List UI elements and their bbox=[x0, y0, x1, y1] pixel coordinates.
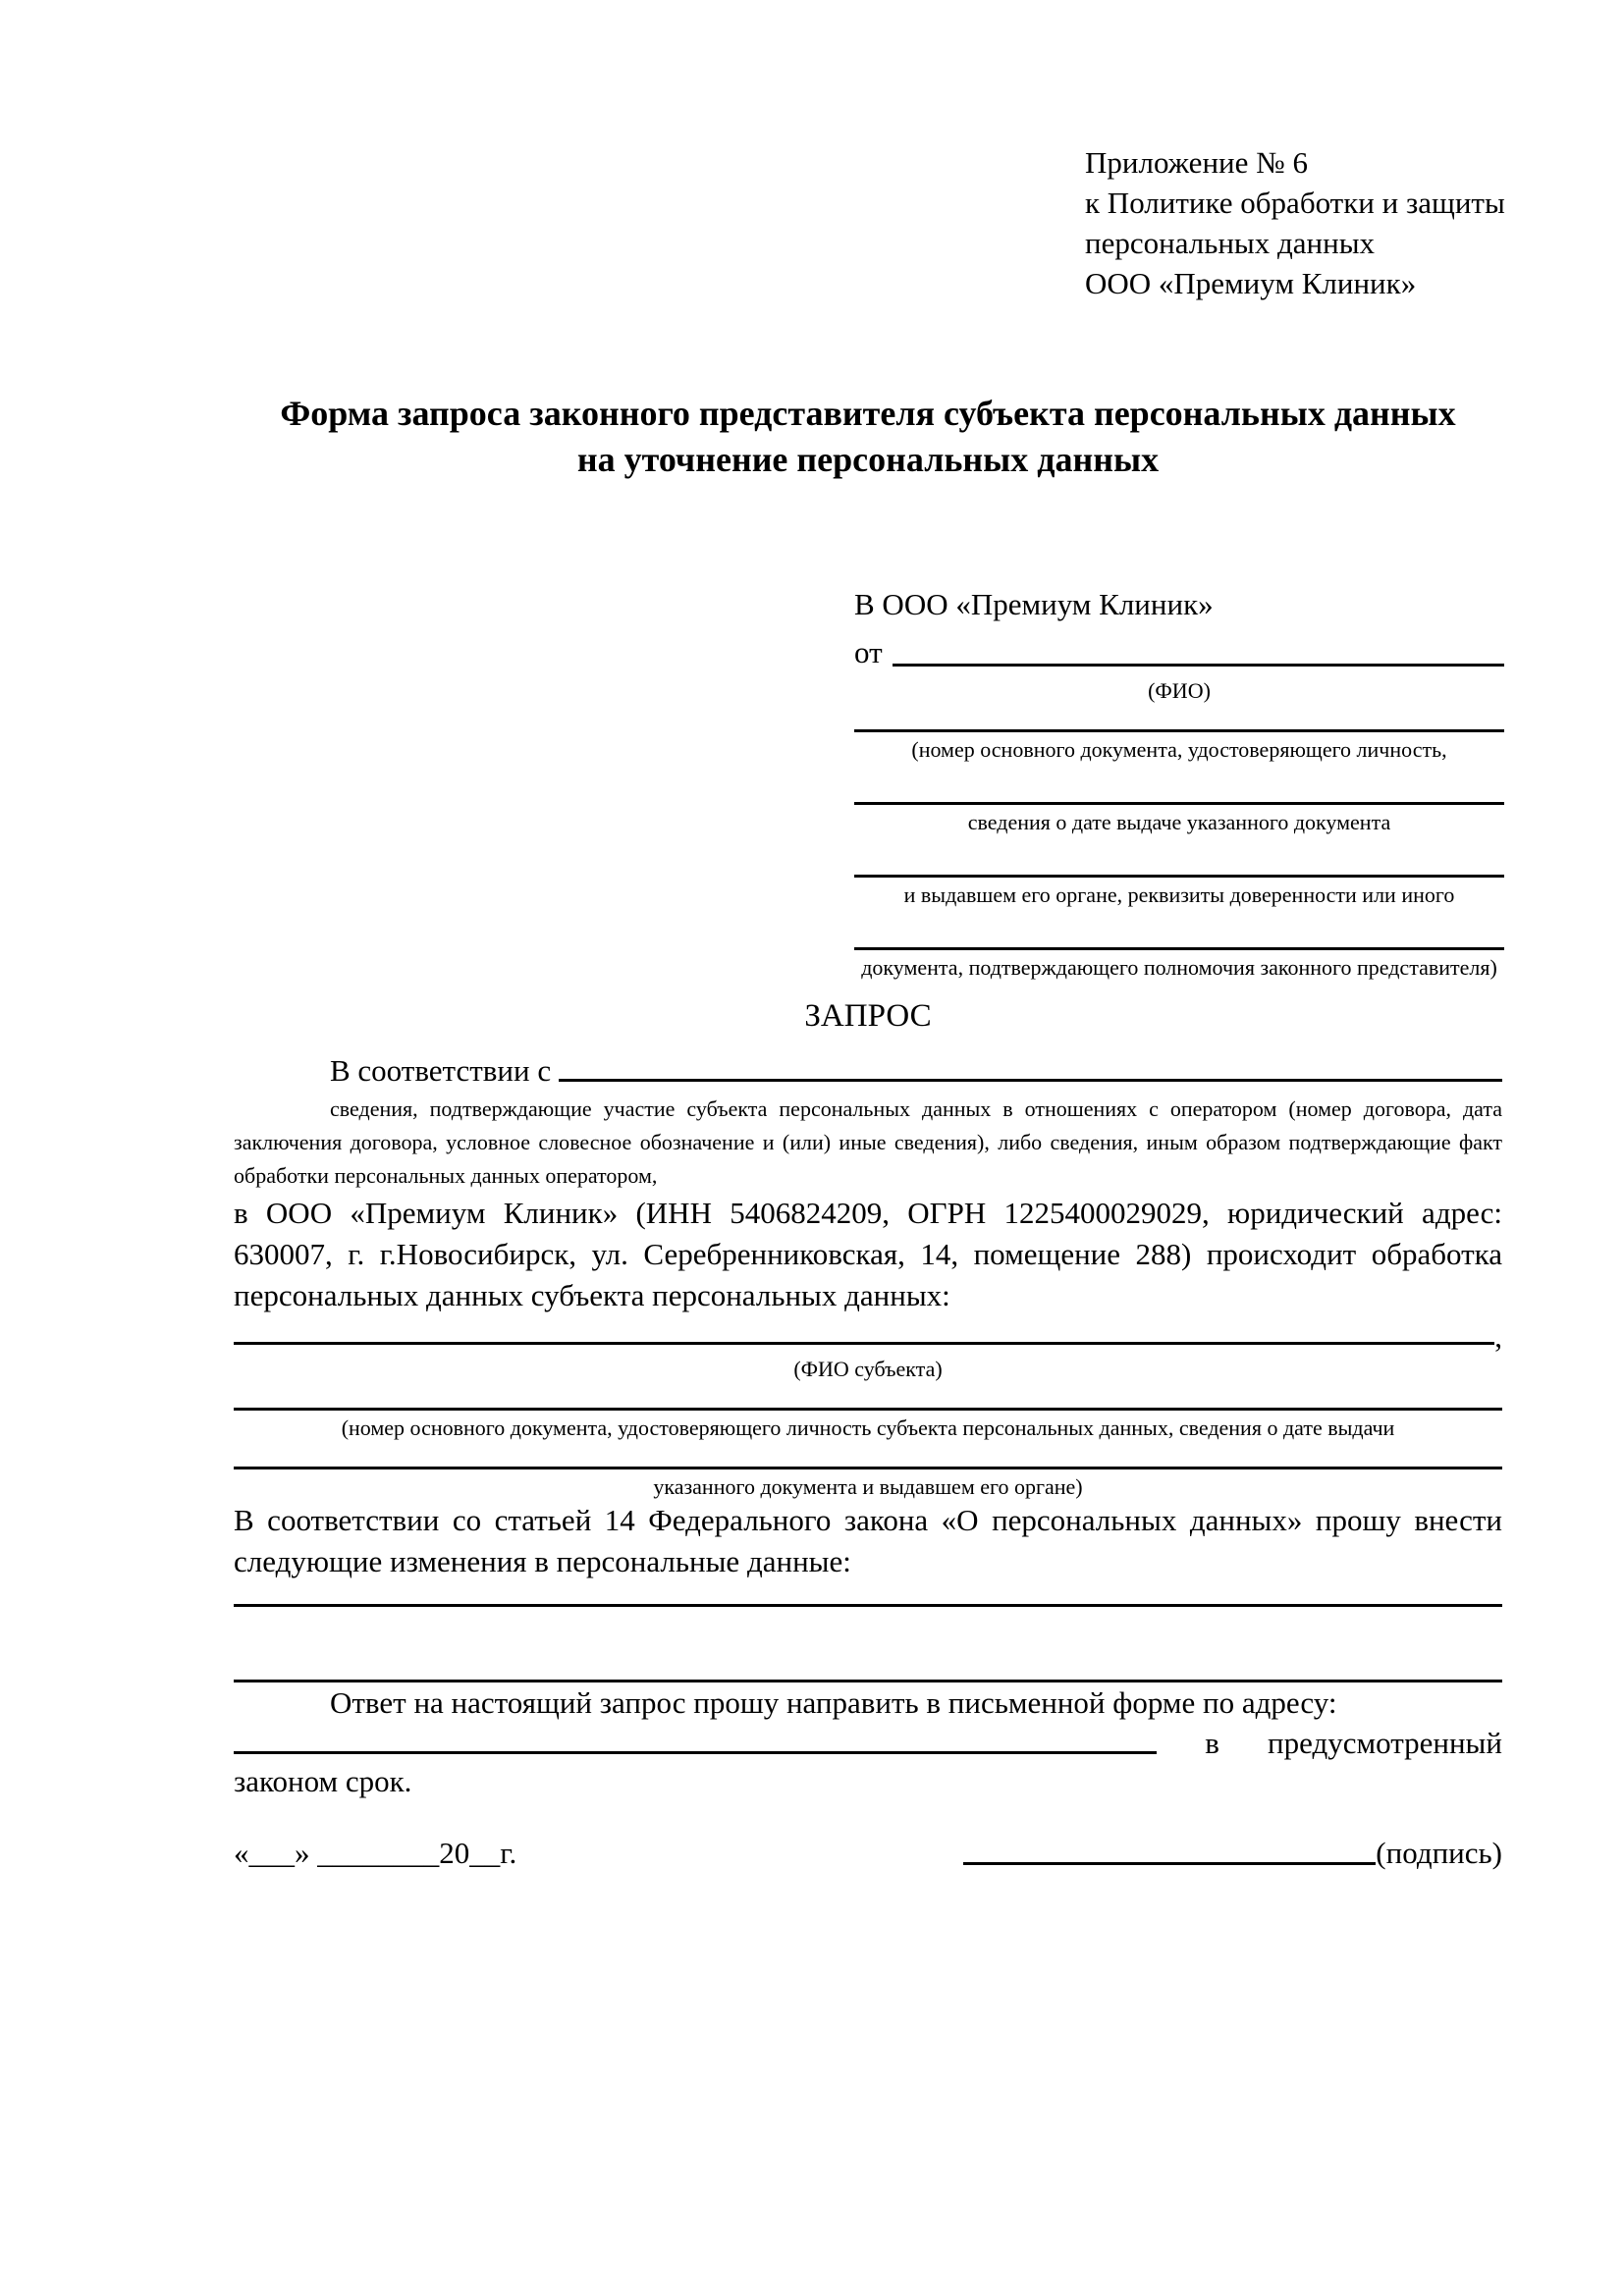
date-field: «___» ________20__г. bbox=[234, 1836, 517, 1870]
subject-document-caption-2: указанного документа и выдавшем его органе) bbox=[653, 1474, 1083, 1499]
signature-caption: (подпись) bbox=[1376, 1836, 1502, 1870]
operator-paragraph: в ООО «Премиум Клиник» (ИНН 5406824209, ОГРН 1225400029029, юридический адрес: 630007, г. г.Новосибирск, ул. Серебренниковская, 14, помещение 288) происходит обработка персональных данных субъекта персональных данных: bbox=[234, 1196, 1502, 1312]
subject-fio-blank-line bbox=[234, 1342, 1494, 1345]
appendix-line-2: к Политике обработки и защиты bbox=[1085, 186, 1505, 220]
addressee-block bbox=[854, 584, 1504, 981]
date-signature-row bbox=[234, 1836, 1502, 1871]
addressee-organization: В ООО «Премиум Клиник» bbox=[854, 587, 1214, 621]
request-heading: ЗАПРОС bbox=[804, 998, 932, 1034]
reply-word-1: в bbox=[1205, 1726, 1219, 1760]
reply-address-field bbox=[234, 1724, 1502, 1761]
subject-document-caption: (номер основного документа, удостоверяющего личность субъекта персональных данных, сведения о дате выдачи bbox=[341, 1415, 1395, 1440]
form-title-line-1: Форма запроса законного представителя субъекта персональных данных bbox=[280, 394, 1456, 433]
appendix-line-4: ООО «Премиум Клиник» bbox=[1085, 266, 1417, 300]
subject-fio-caption: (ФИО субъекта) bbox=[793, 1357, 943, 1381]
basis-blank-line bbox=[559, 1079, 1502, 1082]
subject-fio-field bbox=[234, 1318, 1502, 1352]
representative-authority-caption: документа, подтверждающего полномочия законного представителя) bbox=[861, 955, 1497, 980]
subject-fio-comma: , bbox=[1494, 1319, 1502, 1354]
document-number-blank-line bbox=[854, 729, 1504, 732]
basis-caption: сведения, подтверждающие участие субъекта персональных данных в отношениях с оператором (номер договора, дата заключения договора, условное словесное обозначение и (или) иные сведения), либо сведения, иным образом подтверждающие факт обработки персональных данных оператором, bbox=[234, 1096, 1502, 1188]
signature-blank-line bbox=[963, 1862, 1376, 1865]
from-field bbox=[854, 628, 1504, 673]
appendix-line-3: персональных данных bbox=[1085, 226, 1376, 260]
subject-document-blank-line bbox=[234, 1408, 1502, 1411]
changes-blank-line-1 bbox=[234, 1604, 1502, 1607]
from-blank-line bbox=[893, 664, 1504, 667]
issuing-authority-blank-line bbox=[854, 875, 1504, 878]
reply-tail: законом срок. bbox=[234, 1764, 412, 1798]
reply-word-2: предусмотренный bbox=[1268, 1726, 1502, 1760]
subject-document-blank-line-2 bbox=[234, 1467, 1502, 1469]
law-paragraph: В соответствии со статьей 14 Федерального закона «О персональных данных» прошу внести следующие изменения в персональные данные: bbox=[234, 1503, 1502, 1578]
representative-authority-blank-line bbox=[854, 947, 1504, 950]
form-title bbox=[234, 391, 1502, 483]
reply-address-blank-line bbox=[234, 1751, 1157, 1754]
issue-date-caption: сведения о дате выдаче указанного документа bbox=[967, 810, 1391, 834]
document-number-caption: (номер основного документа, удостоверяющего личность, bbox=[911, 737, 1447, 762]
form-title-line-2: на уточнение персональных данных bbox=[576, 440, 1160, 479]
reply-paragraph: Ответ на настоящий запрос прошу направить в письменной форме по адресу: bbox=[330, 1685, 1337, 1720]
appendix-header bbox=[1085, 142, 1505, 303]
appendix-line-1: Приложение № 6 bbox=[1085, 145, 1308, 180]
basis-label: В соответствии с bbox=[330, 1053, 552, 1088]
issue-date-blank-line bbox=[854, 802, 1504, 805]
issuing-authority-caption: и выдавшем его органе, реквизиты доверенности или иного bbox=[903, 882, 1455, 907]
from-label: от bbox=[854, 635, 883, 669]
request-body bbox=[234, 996, 1502, 1871]
signature-field bbox=[963, 1836, 1502, 1871]
fio-caption: (ФИО) bbox=[1148, 678, 1211, 703]
basis-field bbox=[234, 1043, 1502, 1089]
